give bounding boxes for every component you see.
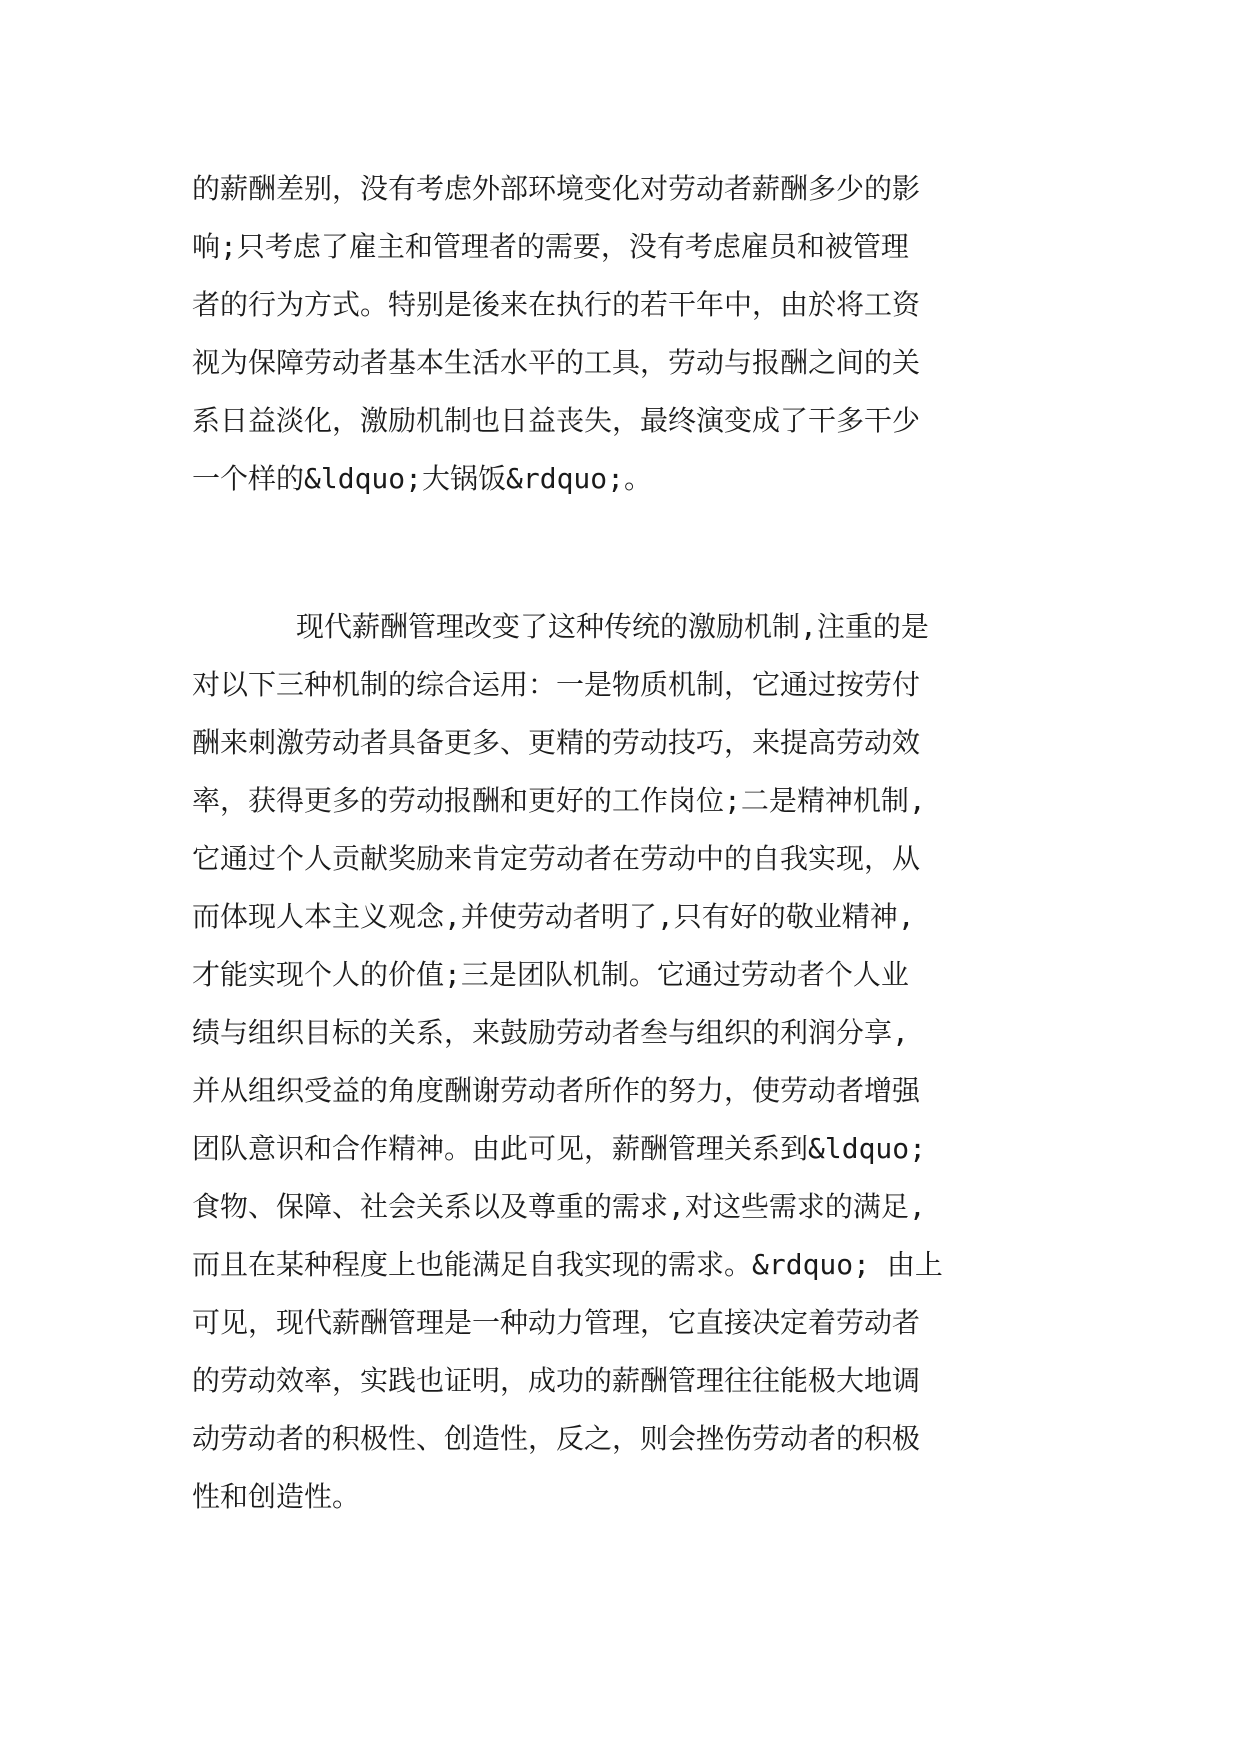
text-line: 团队意识和合作精神。由此可见，薪酬管理关系到&ldquo; — [192, 1132, 927, 1165]
text-line: 一个样的&ldquo;大锅饭&rdquo;。 — [192, 462, 653, 495]
text-line: 响;只考虑了雇主和管理者的需要，没有考虑雇员和被管理 — [192, 230, 909, 263]
text-line: 动劳动者的积极性、创造性，反之，则会挫伤劳动者的积极 — [192, 1422, 921, 1455]
text-line: 绩与组织目标的关系，来鼓励劳动者叁与组织的利润分享, — [192, 1016, 909, 1049]
text-line: 率，获得更多的劳动报酬和更好的工作岗位;二是精神机制, — [192, 784, 926, 817]
text-line: 而且在某种程度上也能满足自我实现的需求。&rdquo; 由上 — [192, 1248, 943, 1281]
text-line: 而体现人本主义观念,并使劳动者明了,只有好的敬业精神, — [192, 900, 915, 933]
text-line: 视为保障劳动者基本生活水平的工具，劳动与报酬之间的关 — [192, 346, 921, 379]
text-line: 者的行为方式。特别是後来在执行的若干年中，由於将工资 — [192, 288, 921, 321]
text-line: 并从组织受益的角度酬谢劳动者所作的努力，使劳动者增强 — [192, 1074, 921, 1107]
text-line: 的薪酬差别，没有考虑外部环境变化对劳动者薪酬多少的影 — [192, 172, 921, 205]
text-line: 它通过个人贡献奖励来肯定劳动者在劳动中的自我实现，从 — [192, 842, 921, 875]
text-line: 的劳动效率，实践也证明，成功的薪酬管理往往能极大地调 — [192, 1364, 921, 1397]
text-line: 才能实现个人的价值;三是团队机制。它通过劳动者个人业 — [192, 958, 909, 991]
text-line: 可见，现代薪酬管理是一种动力管理，它直接决定着劳动者 — [192, 1306, 921, 1339]
text-line-indented: 现代薪酬管理改变了这种传统的激励机制,注重的是 — [296, 610, 929, 643]
paragraph-1 — [192, 160, 1052, 508]
text-line: 对以下三种机制的综合运用：一是物质机制，它通过按劳付 — [192, 668, 921, 701]
text-line: 食物、保障、社会关系以及尊重的需求,对这些需求的满足, — [192, 1190, 926, 1223]
text-line: 性和创造性。 — [192, 1480, 361, 1513]
paragraph-2 — [192, 598, 1052, 1526]
text-line: 系日益淡化，激励机制也日益丧失，最终演变成了干多干少 — [192, 404, 921, 437]
text-line: 酬来刺激劳动者具备更多、更精的劳动技巧，来提高劳动效 — [192, 726, 921, 759]
